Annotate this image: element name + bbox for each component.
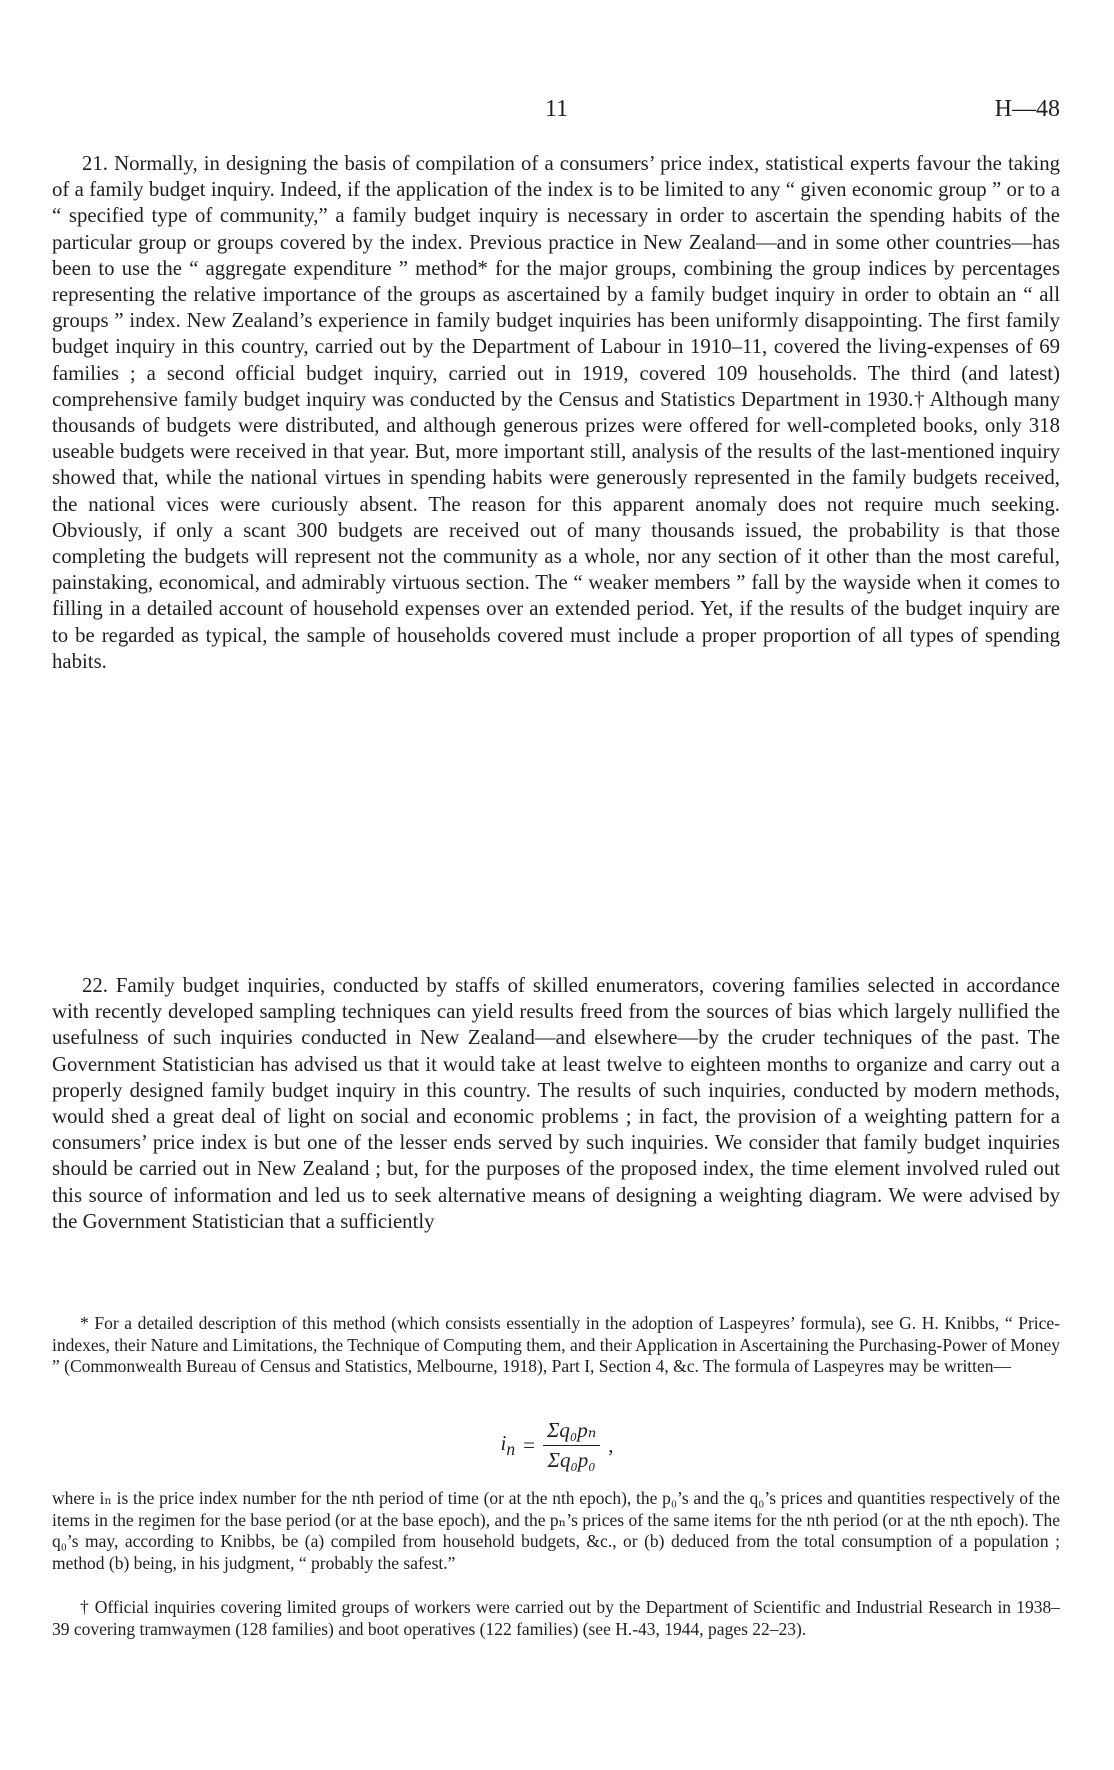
page-header	[0, 96, 1114, 136]
page-number: 11	[545, 96, 569, 122]
laspeyres-formula	[0, 1418, 1114, 1473]
formula-numerator: Σq₀pₙ	[543, 1418, 600, 1446]
footnote-star: * For a detailed description of this method (which consists essentially in the adoption of Laspeyres’ formula), see G. H. Knibbs, “ Price-indexes, their Nature and Limitations, the Technique of Computing them, and their Application in Ascertaining the Purchasing-Power of Money ” (Commonwealth Bureau of Census and Statistics, Melbourne, 1918), Part I, Section 4, &c. The formula of Laspeyres may be written—	[52, 1313, 1060, 1376]
footnote-dagger: † Official inquiries covering limited groups of workers were carried out by the Department of Scientific and Industrial Research in 1938–39 covering tramwaymen (128 families) and boot operatives (122 families) (see H.-43, 1944, pages 22–23).	[52, 1597, 1060, 1639]
formula-trailing: ,	[608, 1433, 614, 1457]
document-reference: H—48	[994, 96, 1060, 122]
paragraph-22: 22. Family budget inquiries, conducted by staffs of skilled enumerators, covering families selected in accordance with recently developed sampling techniques can yield results freed from the sources of bias which largely nullified the usefulness of such inquiries conducted in New Zealand—and elsewhere—by the cruder techniques of the past. The Government Statistician has advised us that it would take at least twelve to eighteen months to organize and carry out a properly designed family budget inquiry in this country. The results of such inquiries, conducted by modern methods, would shed a great deal of light on social and economic problems ; in fact, the provision of a weighting pattern for a consumers’ price index is but one of the lesser ends served by such inquiries. We consider that family budget inquiries should be carried out in New Zealand ; but, for the purposes of the proposed index, the time element involved ruled out this source of information and led us to seek alternative means of designing a weighting diagram. We were advised by the Government Statistician that a sufficiently	[52, 974, 1060, 1233]
formula-denominator: Σq₀p₀	[547, 1448, 596, 1472]
formula-lhs: $i_n$	[500, 1430, 516, 1460]
paragraph-21: 21. Normally, in designing the basis of compilation of a consumers’ price index, statistical experts favour the taking of a family budget inquiry. Indeed, if the application of the index is to be limited to any “ given economic group ” or to a “ specified type of community,” a family budget inquiry is necessary in order to ascertain the spending habits of the particular group or groups covered by the index. Previous practice in New Zealand—and in some other countries—has been to use the “ aggregate expenditure ” method* for the major groups, combining the group indices by percentages representing the relative importance of the groups as ascertained by a family budget inquiry in order to obtain an “ all groups ” index. New Zealand’s experience in family budget inquiries has been uniformly disappointing. The first family budget inquiry in this country, carried out by the Department of Labour in 1910–11, covered the living-expenses of 69 families ; a second official budget inquiry, carried out in 1919, covered 109 households. The third (and latest) comprehensive family budget inquiry was conducted by the Census and Statistics Department in 1930.† Although many thousands of budgets were distributed, and although generous prizes were offered for well-completed books, only 318 useable budgets were received in that year. But, more important still, analysis of the results of the last-mentioned inquiry showed that, while the national virtues in spending habits were generously represented in the family budgets received, the national vices were curiously absent. The reason for this apparent anomaly does not require much seeking. Obviously, if only a scant 300 budgets are received out of many thousands issued, the probability is that those completing the budgets will represent not the community as a whole, nor any section of it other than the most careful, painstaking, economical, and admirably virtuous section. The “ weaker members ” fall by the wayside when it comes to filling in a detailed account of household expenses over an extended period. Yet, if the results of the budget inquiry are to be regarded as typical, the sample of households covered must include a proper proportion of all types of spending habits.	[52, 152, 1060, 673]
formula-equals: =	[523, 1433, 535, 1457]
formula-fraction	[543, 1418, 600, 1473]
footnote-star-continuation: where iₙ is the price index number for the nth period of time (or at the nth epoch), the p₀’s and the q₀’s prices and quantities respectively of the items in the regimen for the base period (or at the base epoch), and the pₙ’s prices of the same items for the nth period (or at the nth epoch). The q₀’s may, according to Knibbs, be (a) compiled from household budgets, &c., or (b) deduced from the total consumption of a population ; method (b) being, in his judgment, “ probably the safest.”	[52, 1488, 1060, 1573]
